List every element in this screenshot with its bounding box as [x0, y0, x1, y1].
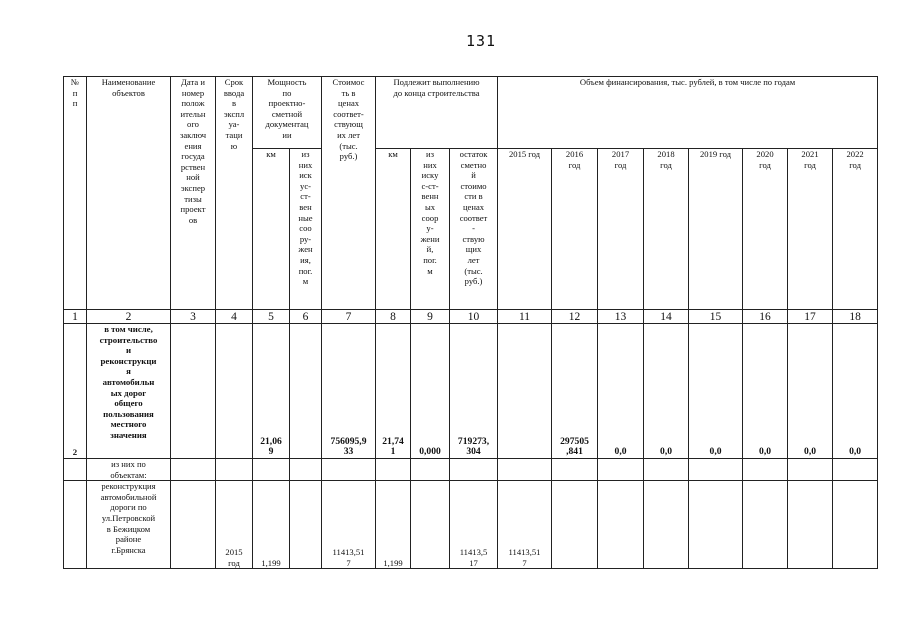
header-year-2015: 2015 год	[498, 149, 552, 310]
object-2017	[598, 481, 644, 569]
header-year-2022: 2022 год	[833, 149, 878, 310]
header-year-2019: 2019 год	[689, 149, 743, 310]
header-capacity: Мощность по проектно- сметной документац ии	[253, 77, 322, 149]
header-year-2016: 2016 год	[552, 149, 598, 310]
column-index: 5	[253, 310, 290, 324]
object-2020	[743, 481, 788, 569]
column-index: 4	[216, 310, 253, 324]
column-index: 1	[64, 310, 87, 324]
object-2022	[833, 481, 878, 569]
column-index: 16	[743, 310, 788, 324]
column-index: 8	[376, 310, 411, 324]
column-index: 7	[322, 310, 376, 324]
summary-km: 21,06 9	[253, 324, 290, 459]
summary-2015	[498, 324, 552, 459]
object-2016	[552, 481, 598, 569]
summary-2019: 0,0	[689, 324, 743, 459]
object-number	[64, 481, 87, 569]
summary-date	[171, 324, 216, 459]
header-expertise-date: Дата и номер полож ительн ого заключ ения госуда рствен ной экспер тизы проект ов	[171, 77, 216, 310]
page-number: 131	[466, 32, 497, 50]
summary-2018: 0,0	[644, 324, 689, 459]
object-cost: 11413,51 7	[322, 481, 376, 569]
header-km-remaining: км	[376, 149, 411, 310]
column-index: 17	[788, 310, 833, 324]
summary-artificial	[290, 324, 322, 459]
summary-2020: 0,0	[743, 324, 788, 459]
summary-term	[216, 324, 253, 459]
summary-remaining-cost: 719273, 304	[450, 324, 498, 459]
summary-name: в том числе, строительство и реконструкци я автомобильн ых дорог общего пользования местного значения	[87, 324, 171, 459]
object-artificial-remaining	[411, 481, 450, 569]
objects-empty-cell	[64, 459, 87, 481]
column-index: 9	[411, 310, 450, 324]
header-artificial-structures: из них иск ус- ст- вен ные соо ру- жен ия, пог. м	[290, 149, 322, 310]
column-index: 18	[833, 310, 878, 324]
column-index: 12	[552, 310, 598, 324]
header-year-2021: 2021 год	[788, 149, 833, 310]
header-row-top	[64, 77, 878, 149]
summary-artificial-remaining: 0,000	[411, 324, 450, 459]
summary-2016: 297505 ,841	[552, 324, 598, 459]
object-2019	[689, 481, 743, 569]
column-index-row	[64, 310, 878, 324]
header-year-2018: 2018 год	[644, 149, 689, 310]
header-year-2020: 2020 год	[743, 149, 788, 310]
column-index: 15	[689, 310, 743, 324]
header-year-2017: 2017 год	[598, 149, 644, 310]
column-index: 13	[598, 310, 644, 324]
summary-number: 2	[64, 324, 87, 459]
object-km-remaining: 1,199	[376, 481, 411, 569]
column-index: 11	[498, 310, 552, 324]
financing-table	[63, 76, 878, 569]
summary-2021: 0,0	[788, 324, 833, 459]
object-artificial	[290, 481, 322, 569]
column-index: 2	[87, 310, 171, 324]
header-remaining-work: Подлежит выполнению до конца строительства	[376, 77, 498, 149]
object-2018	[644, 481, 689, 569]
object-date	[171, 481, 216, 569]
object-name: реконструкция автомобильной дороги по ул.Петровской в Бежицком районе г.Брянска	[87, 481, 171, 569]
summary-km-remaining: 21,74 1	[376, 324, 411, 459]
header-artificial-structures-remaining: из них иску с-ст- венн ых соор у- жени й, пог. м	[411, 149, 450, 310]
header-km: км	[253, 149, 290, 310]
header-remaining-cost: остаток сметно й стоимо сти в ценах соответ - ствую щих лет (тыс. руб.)	[450, 149, 498, 310]
column-index: 14	[644, 310, 689, 324]
summary-row	[64, 324, 878, 459]
object-km: 1,199	[253, 481, 290, 569]
column-index: 3	[171, 310, 216, 324]
object-term: 2015 год	[216, 481, 253, 569]
object-2021	[788, 481, 833, 569]
column-index: 10	[450, 310, 498, 324]
header-cost: Стоимос ть в ценах соответ- ствующ их лет (тыс. руб.)	[322, 77, 376, 310]
summary-cost: 756095,9 33	[322, 324, 376, 459]
object-2015: 11413,51 7	[498, 481, 552, 569]
summary-2017: 0,0	[598, 324, 644, 459]
header-number: № п п	[64, 77, 87, 310]
object-remaining-cost: 11413,5 17	[450, 481, 498, 569]
column-index: 6	[290, 310, 322, 324]
header-financing-volume: Объем финансирования, тыс. рублей, в том числе по годам	[498, 77, 878, 149]
objects-label-row	[64, 459, 878, 481]
header-commission-term: Срок ввода в экспл уа- таци ю	[216, 77, 253, 310]
summary-2022: 0,0	[833, 324, 878, 459]
objects-label: из них по объектам:	[87, 459, 171, 481]
object-row	[64, 481, 878, 569]
header-object-name: Наименование объектов	[87, 77, 171, 310]
